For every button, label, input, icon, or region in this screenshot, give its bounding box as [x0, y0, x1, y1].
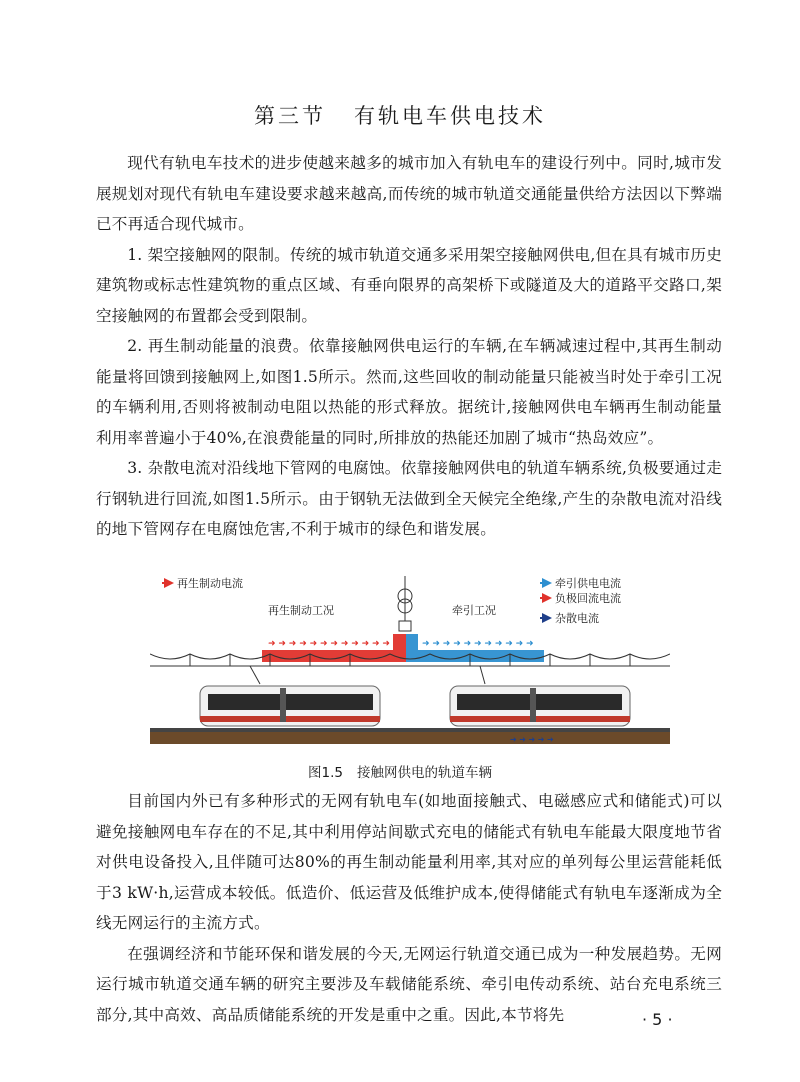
legend-regen-current	[162, 576, 243, 590]
regen-condition-label: 再生制动工况	[268, 604, 334, 617]
traction-condition-label: 牵引工况	[452, 604, 496, 617]
page-number: · 5 ·	[642, 1010, 673, 1029]
paragraph: 3. 杂散电流对沿线地下管网的电腐蚀。依靠接触网供电的轨道车辆系统,负极要通过走行钢轨进行回流,如图1.5所示。由于钢轨无法做到全天候完全绝缘,产生的杂散电流对沿线的地下管网存在电腐蚀危害,不利于城市的绿色和谐发展。	[96, 459, 722, 538]
paragraph: 目前国内外已有多种形式的无网有轨电车(如地面接触式、电磁感应式和储能式)可以避免接触网电车存在的不足,其中利用停站间歇式充电的储能式有轨电车能最大限度地节省对供电设备投入,且伴随可达80%的再生制动能量利用率,其对应的单列每公里运营能耗低于3 kW·h,运营成本较低。低造价、低运营及低维护成本,使得储能式有轨电车逐渐成为全线无网运行的主流方式。	[96, 792, 722, 932]
legend-label: 负极回流电流	[555, 592, 621, 605]
ground	[150, 732, 670, 744]
regen-current-arrows	[268, 639, 390, 649]
caption-text: 接触网供电的轨道车辆	[356, 765, 492, 781]
caption-label: 图1.5	[308, 765, 343, 781]
body-text-bottom	[96, 786, 722, 1030]
paragraph: 现代有轨电车技术的进步使越来越多的城市加入有轨电车的建设行列中。同时,城市发展规划对现代有轨电车建设要求越来越高,而传统的城市轨道交通能量供给方法因以下弊端已不再适合现代城市。	[96, 154, 722, 233]
svg-text:➜ ➜ ➜ ➜ ➜ ➜ ➜ ➜ ➜ ➜ ➜ ➜: ➜ ➜ ➜ ➜ ➜ ➜ ➜ ➜ ➜ ➜ ➜ ➜	[268, 639, 390, 649]
figure-caption	[0, 761, 800, 781]
tram-left	[200, 666, 380, 726]
legend-label: 再生制动电流	[177, 577, 243, 590]
tram-right	[450, 666, 630, 726]
legend-stray-current	[540, 611, 599, 625]
body-text-top	[96, 148, 722, 545]
traction-current-arrows	[422, 639, 534, 649]
svg-text:➜ ➜ ➜ ➜ ➜ ➜ ➜ ➜ ➜ ➜ ➜: ➜ ➜ ➜ ➜ ➜ ➜ ➜ ➜ ➜ ➜ ➜	[422, 639, 534, 649]
rail	[150, 728, 670, 732]
figure-catenary-tram-diagram	[150, 566, 670, 756]
section-title: 有轨电车供电技术	[354, 104, 546, 128]
section-label: 第三节	[254, 104, 326, 128]
legend-label: 杂散电流	[555, 612, 599, 625]
section-heading	[0, 100, 800, 130]
legend-label: 牵引供电电流	[555, 577, 621, 590]
paragraph: 1. 架空接触网的限制。传统的城市轨道交通多采用架空接触网供电,但在具有城市历史建筑物或标志性建筑物的重点区域、有垂向限界的高架桥下或隧道及大的道路平交路口,架空接触网的布置都会受到限制。	[96, 245, 722, 325]
stray-current-arrows	[510, 735, 554, 744]
paragraph: 2. 再生制动能量的浪费。依靠接触网供电运行的车辆,在车辆减速过程中,其再生制动能量将回馈到接触网上,如图1.5所示。然而,这些回收的制动能量只能被当时处于牵引工况的车辆利用,否则将被制动电阻以热能的形式释放。据统计,接触网供电车辆再生制动能量利用率普遍小于40%,在浪费能量的同时,所排放的热能还加剧了城市“热岛效应”。	[96, 337, 722, 447]
legend-return-current	[540, 591, 621, 605]
paragraph: 在强调经济和节能环保和谐发展的今天,无网运行轨道交通已成为一种发展趋势。无网运行城市轨道交通车辆的研究主要涉及车载储能系统、牵引电传动系统、站台充电系统三部分,其中高效、高品质储能系统的开发是重中之重。因此,本节将先	[96, 944, 722, 1024]
substation-symbol	[398, 576, 412, 631]
svg-text:➜ ➜ ➜ ➜ ➜: ➜ ➜ ➜ ➜ ➜	[510, 735, 554, 744]
legend-traction-current	[540, 576, 621, 590]
